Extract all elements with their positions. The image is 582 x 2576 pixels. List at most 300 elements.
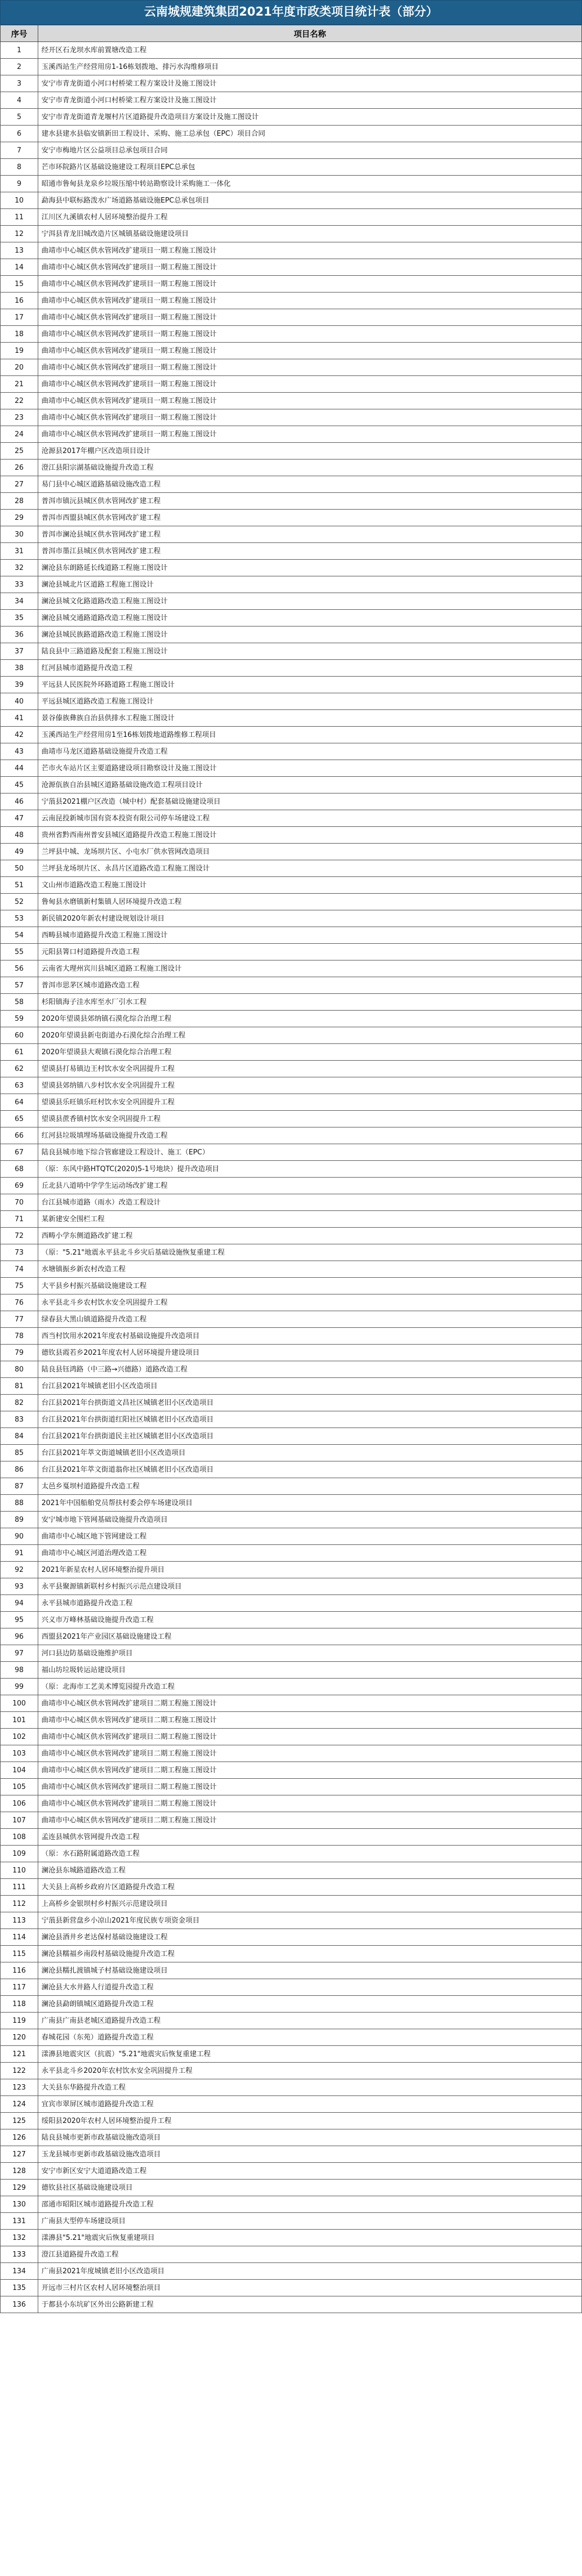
project-name: 元阳县箐口村道路提升改造工程 (38, 944, 582, 960)
table-row (1, 2296, 582, 2313)
table-row (1, 960, 582, 977)
table-row (1, 1345, 582, 1361)
project-name: 漾濞县"5.21"地震灾后恢复重建项目 (38, 2230, 582, 2246)
row-number: 107 (1, 1812, 38, 1829)
project-name: 兰坪县龙场坝片区、永昌片区道路改造工程施工图设计 (38, 860, 582, 877)
project-name: 曲靖市中心城区供水管网改扩建项目一期工程施工图设计 (38, 426, 582, 443)
table-row (1, 1712, 582, 1729)
table-row (1, 1328, 582, 1345)
project-name: 澄江县道路提升改造工程 (38, 2246, 582, 2263)
project-name: 曲靖市中心城区供水管网改扩建项目二期工程施工图设计 (38, 1712, 582, 1729)
table-row (1, 1645, 582, 1662)
row-number: 65 (1, 1111, 38, 1127)
row-number: 105 (1, 1779, 38, 1795)
table-row (1, 827, 582, 844)
row-number: 69 (1, 1178, 38, 1194)
project-name: 澜沧县城文化路道路改造工程施工图设计 (38, 593, 582, 610)
table-row (1, 409, 582, 426)
table-row (1, 426, 582, 443)
row-number: 55 (1, 944, 38, 960)
table-row (1, 1061, 582, 1077)
row-number: 75 (1, 1278, 38, 1294)
project-name: 勐海县中联标路泼水广场道路基础设施EPC总承包项目 (38, 192, 582, 209)
row-number: 27 (1, 476, 38, 493)
row-number: 67 (1, 1144, 38, 1161)
project-name: 绿春县大黑山镇道路提升改造工程 (38, 1311, 582, 1328)
table-row (1, 142, 582, 159)
project-name: 2021年中国船舶党员帮扶村委会停车场建设项目 (38, 1495, 582, 1512)
row-number: 26 (1, 459, 38, 476)
project-name: 新民镇2020年新农村建设规划设计项目 (38, 910, 582, 927)
table-row (1, 1679, 582, 1695)
row-number: 118 (1, 1996, 38, 2013)
project-name: 曲靖市中心城区供水管网改扩建项目一期工程施工图设计 (38, 409, 582, 426)
row-number: 44 (1, 760, 38, 777)
row-number: 4 (1, 92, 38, 109)
row-number: 109 (1, 1846, 38, 1862)
row-number: 78 (1, 1328, 38, 1345)
table-row (1, 1862, 582, 1879)
project-name: 景谷傣族彝族自治县供排水工程施工图设计 (38, 710, 582, 727)
table-row (1, 126, 582, 142)
row-number: 129 (1, 2180, 38, 2196)
project-name: 普洱市思茅区城市道路改造工程 (38, 977, 582, 994)
table-row (1, 209, 582, 226)
row-number: 125 (1, 2113, 38, 2129)
table-row (1, 1662, 582, 1679)
table-row (1, 476, 582, 493)
table-row (1, 1979, 582, 1996)
row-number: 88 (1, 1495, 38, 1512)
project-name: 云南省大理州宾川县城区道路工程施工图设计 (38, 960, 582, 977)
row-number: 103 (1, 1745, 38, 1762)
project-name: 漾濞县地震灾区（抗震）"5.21"地震灾后恢复重建工程 (38, 2046, 582, 2063)
table-row (1, 677, 582, 693)
row-number: 136 (1, 2296, 38, 2313)
table-row (1, 176, 582, 192)
table-row (1, 1428, 582, 1445)
project-name: 望谟县蔗香镇村饮水安全巩固提升工程 (38, 1111, 582, 1127)
table-row (1, 1294, 582, 1311)
table-row (1, 1595, 582, 1612)
project-name: 邵通市昭阳区城市道路提升改造工程 (38, 2196, 582, 2213)
project-name: 某新建安全围栏工程 (38, 1211, 582, 1228)
table-row (1, 1846, 582, 1862)
project-name: 兰坪县中城、龙场坝片区、小屯水厂供水管网改造项目 (38, 844, 582, 860)
row-number: 68 (1, 1161, 38, 1178)
project-name: 望谟县打易镇边王村饮水安全巩固提升工程 (38, 1061, 582, 1077)
row-number: 42 (1, 727, 38, 743)
table-row (1, 560, 582, 576)
project-name: 西畴小学东侧道路改扩建工程 (38, 1228, 582, 1244)
table-row (1, 1478, 582, 1495)
table-row (1, 2063, 582, 2079)
table-row (1, 1545, 582, 1562)
project-name: 红河县垃圾填埋场基础设施提升改造工程 (38, 1127, 582, 1144)
table-row (1, 1528, 582, 1545)
row-number: 57 (1, 977, 38, 994)
row-number: 18 (1, 326, 38, 343)
project-name: 普洱市澜沧县城区供水管网改扩建工程 (38, 526, 582, 543)
table-row (1, 727, 582, 743)
project-name: 曲靖市马龙区道路基础设施提升改造工程 (38, 743, 582, 760)
row-number: 40 (1, 693, 38, 710)
table-row (1, 1829, 582, 1846)
project-name: 曲靖市中心城区供水管网改扩建项目一期工程施工图设计 (38, 276, 582, 293)
project-name: 广南县大型停车场建设项目 (38, 2213, 582, 2230)
table-row (1, 309, 582, 326)
table-row (1, 1361, 582, 1378)
project-name: 沧源佤族自治县城区道路基础设施改造工程项目设计 (38, 777, 582, 793)
row-number: 116 (1, 1962, 38, 1979)
project-name: 河口县边防基础设施维护项目 (38, 1645, 582, 1662)
table-row (1, 526, 582, 543)
project-name: 经开区石龙坝水库前置塘改造工程 (38, 42, 582, 59)
project-name: 孟连县城供水管网提升改造工程 (38, 1829, 582, 1846)
project-name: 曲靖市中心城区供水管网改扩建项目一期工程施工图设计 (38, 309, 582, 326)
row-number: 71 (1, 1211, 38, 1228)
project-name: 2020年望谟县大观镇石漠化综合治理工程 (38, 1044, 582, 1061)
table-row (1, 1411, 582, 1428)
table-row (1, 109, 582, 126)
table-row (1, 793, 582, 810)
row-number: 3 (1, 75, 38, 92)
table-body (1, 42, 582, 2313)
table-row (1, 2230, 582, 2246)
row-number: 37 (1, 643, 38, 660)
row-number: 79 (1, 1345, 38, 1361)
table-row (1, 626, 582, 643)
project-name: 曲靖市中心城区供水管网改扩建项目二期工程施工图设计 (38, 1779, 582, 1795)
project-name: 安宁市青龙街道小河口村桥梁工程方案设计及施工图设计 (38, 92, 582, 109)
row-number: 16 (1, 293, 38, 309)
row-number: 70 (1, 1194, 38, 1211)
row-number: 17 (1, 309, 38, 326)
table-row (1, 860, 582, 877)
table-row (1, 1378, 582, 1395)
table-row (1, 2246, 582, 2263)
project-name: 曲靖市中心城区供水管网改扩建项目一期工程施工图设计 (38, 293, 582, 309)
row-number: 89 (1, 1512, 38, 1528)
project-name: 永平县北斗乡2020年农村饮水安全巩固提升工程 (38, 2063, 582, 2079)
table-row (1, 1445, 582, 1461)
row-number: 52 (1, 894, 38, 910)
project-name: 曲靖市中心城区地下管网建设工程 (38, 1528, 582, 1545)
project-name: 广南县广南县老城区道路提升改造工程 (38, 2013, 582, 2029)
table-row (1, 443, 582, 459)
project-name: 红河县城市道路提升改造工程 (38, 660, 582, 677)
project-name: 曲靖市中心城区河道治理改造工程 (38, 1545, 582, 1562)
table-row (1, 2079, 582, 2096)
project-name: 昭通市鲁甸县龙泉乡垃圾压缩中转站勘察设计采购施工一体化 (38, 176, 582, 192)
table-row (1, 610, 582, 626)
table-row (1, 643, 582, 660)
table-row (1, 376, 582, 393)
project-name: 曲靖市中心城区供水管网改扩建项目一期工程施工图设计 (38, 376, 582, 393)
row-number: 135 (1, 2280, 38, 2296)
row-number: 94 (1, 1595, 38, 1612)
project-name: 曲靖市中心城区供水管网改扩建项目一期工程施工图设计 (38, 343, 582, 359)
table-row (1, 42, 582, 59)
project-name: 澜沧县城北片区道路工程施工图设计 (38, 576, 582, 593)
project-name: 曲靖市中心城区供水管网改扩建项目二期工程施工图设计 (38, 1729, 582, 1745)
row-number: 30 (1, 526, 38, 543)
project-name: 永平县聚源镇新联村乡村振兴示范点建设项目 (38, 1578, 582, 1595)
row-number: 104 (1, 1762, 38, 1779)
row-number: 126 (1, 2129, 38, 2146)
row-number: 23 (1, 409, 38, 426)
row-number: 100 (1, 1695, 38, 1712)
table-row (1, 1779, 582, 1795)
project-name: 春城花园（东苑）道路提升改造工程 (38, 2029, 582, 2046)
table-row (1, 2029, 582, 2046)
row-number: 20 (1, 359, 38, 376)
project-name: 澜沧县勐朗镇城区道路提升改造工程 (38, 1996, 582, 2013)
row-number: 32 (1, 560, 38, 576)
table-row (1, 844, 582, 860)
project-name: 普洱市西盟县城区供水管网改扩建工程 (38, 510, 582, 526)
row-number: 45 (1, 777, 38, 793)
row-number: 123 (1, 2079, 38, 2096)
row-number: 62 (1, 1061, 38, 1077)
table-row (1, 1946, 582, 1962)
project-name: 芒市环院路片区基础设施建设工程项目EPC总承包 (38, 159, 582, 176)
project-name: 云南昆投新城市国有资本投资有限公司停车场建设工程 (38, 810, 582, 827)
table-row (1, 1027, 582, 1044)
table-row (1, 92, 582, 109)
row-number: 29 (1, 510, 38, 526)
project-name: 德钦县霞若乡2021年度农村人居环境提升建设项目 (38, 1345, 582, 1361)
table-row (1, 2096, 582, 2113)
table-row (1, 1912, 582, 1929)
row-number: 108 (1, 1829, 38, 1846)
row-number: 46 (1, 793, 38, 810)
table-row (1, 259, 582, 276)
table-row (1, 1578, 582, 1595)
row-number: 84 (1, 1428, 38, 1445)
table-row (1, 1111, 582, 1127)
row-number: 11 (1, 209, 38, 226)
project-name: 2021年新星农村人居环境整治提升项目 (38, 1562, 582, 1578)
table-row (1, 1011, 582, 1027)
table-row (1, 1395, 582, 1411)
project-name: 曲靖市中心城区供水管网改扩建项目二期工程施工图设计 (38, 1795, 582, 1812)
project-name: 安宁市梅地片区公益项目总承包项目合同 (38, 142, 582, 159)
table-row (1, 192, 582, 209)
table-row (1, 693, 582, 710)
row-number: 39 (1, 677, 38, 693)
project-name: 望谟县乐旺镇乐旺村饮水安全巩固提升工程 (38, 1094, 582, 1111)
table-row (1, 1228, 582, 1244)
row-number: 56 (1, 960, 38, 977)
table-row (1, 2196, 582, 2213)
row-number: 117 (1, 1979, 38, 1996)
row-number: 8 (1, 159, 38, 176)
project-name: 宁蒗县新营盘乡小凉山2021年度民族专项资金项目 (38, 1912, 582, 1929)
row-number: 43 (1, 743, 38, 760)
project-name: 太邑乡戛坝村道路提升改造工程 (38, 1478, 582, 1495)
project-name: 2020年望谟县郊纳镇石漠化综合治理工程 (38, 1011, 582, 1027)
row-number: 113 (1, 1912, 38, 1929)
project-name: 澜沧县东朗路延长线道路工程施工图设计 (38, 560, 582, 576)
project-name: 2020年望谟县新屯街道办石漠化综合治理工程 (38, 1027, 582, 1044)
project-name: 水塘镇振乡新农村改造工程 (38, 1261, 582, 1278)
row-number: 14 (1, 259, 38, 276)
project-name: 大平县乡村振兴基础设施建设工程 (38, 1278, 582, 1294)
project-name: 陆良县中三路道路及配套工程施工图设计 (38, 643, 582, 660)
project-name: 曲靖市中心城区供水管网改扩建项目二期工程施工图设计 (38, 1745, 582, 1762)
project-name: 澜沧县东城路道路改造工程 (38, 1862, 582, 1879)
project-name: 宁洱县青龙旧城改造片区城镇基础设施建设项目 (38, 226, 582, 242)
table-row (1, 994, 582, 1011)
row-number: 95 (1, 1612, 38, 1628)
project-name: 江川区九溪镇农村人居环境整治提升工程 (38, 209, 582, 226)
table-row (1, 2213, 582, 2230)
project-name: 贵州省黔西南州普安县城区道路提升改造工程施工图设计 (38, 827, 582, 844)
row-number: 21 (1, 376, 38, 393)
table-row (1, 1795, 582, 1812)
project-name: （原：北海市工艺美术博览园提升改造工程 (38, 1679, 582, 1695)
project-name: 澜沧县酒井乡老达保村基础设施建设工程 (38, 1929, 582, 1946)
table-row (1, 710, 582, 727)
project-name: （原：水石路附属道路改造工程 (38, 1846, 582, 1862)
row-number: 53 (1, 910, 38, 927)
row-number: 133 (1, 2246, 38, 2263)
project-name: 陆良县城市地下综合管廊建设工程设计、施工（EPC） (38, 1144, 582, 1161)
row-number: 87 (1, 1478, 38, 1495)
row-number: 36 (1, 626, 38, 643)
project-name: 福山坊垃圾转运站建设项目 (38, 1662, 582, 1679)
row-number: 101 (1, 1712, 38, 1729)
row-number: 58 (1, 994, 38, 1011)
row-number: 106 (1, 1795, 38, 1812)
row-number: 122 (1, 2063, 38, 2079)
project-name: 西盟县2021年产业园区基础设施建设工程 (38, 1628, 582, 1645)
row-number: 24 (1, 426, 38, 443)
row-number: 93 (1, 1578, 38, 1595)
table-row (1, 242, 582, 259)
row-number: 31 (1, 543, 38, 560)
project-name: 澜沧县糯福乡南段村基础设施提升改造工程 (38, 1946, 582, 1962)
project-name: 平远县人民医院外环路道路工程施工图设计 (38, 677, 582, 693)
row-number: 98 (1, 1662, 38, 1679)
table-row (1, 226, 582, 242)
column-header-project: 项目名称 (38, 25, 582, 42)
project-name: 文山州市道路改造工程施工图设计 (38, 877, 582, 894)
table-row (1, 276, 582, 293)
table-row (1, 877, 582, 894)
project-name: 曲靖市中心城区供水管网改扩建项目一期工程施工图设计 (38, 259, 582, 276)
row-number: 112 (1, 1896, 38, 1912)
project-name: 澜沧县城交通路道路改造工程施工图设计 (38, 610, 582, 626)
row-number: 131 (1, 2213, 38, 2230)
row-number: 35 (1, 610, 38, 626)
project-name: 建水县建水县临安镇新田工程设计、采购、施工总承包（EPC）项目合同 (38, 126, 582, 142)
project-name: 曲靖市中心城区供水管网改扩建项目二期工程施工图设计 (38, 1812, 582, 1829)
row-number: 74 (1, 1261, 38, 1278)
table-row (1, 2280, 582, 2296)
project-name: 兴义市万峰林基础设施提升改造工程 (38, 1612, 582, 1628)
table-row (1, 1244, 582, 1261)
table-row (1, 1461, 582, 1478)
row-number: 119 (1, 2013, 38, 2029)
table-row (1, 1729, 582, 1745)
row-number: 90 (1, 1528, 38, 1545)
project-name: 曲靖市中心城区供水管网改扩建项目一期工程施工图设计 (38, 326, 582, 343)
table-row (1, 1311, 582, 1328)
row-number: 61 (1, 1044, 38, 1061)
table-row (1, 1144, 582, 1161)
row-number: 96 (1, 1628, 38, 1645)
row-number: 9 (1, 176, 38, 192)
row-number: 127 (1, 2146, 38, 2163)
project-name: 杉阳镇海子洼水库至水厂引水工程 (38, 994, 582, 1011)
project-name: 上高桥乡金银坝村乡村振兴示范建设项目 (38, 1896, 582, 1912)
table-row (1, 1495, 582, 1512)
project-name: 台江县2021年萃文街道城镇老旧小区改造项目 (38, 1445, 582, 1461)
table-row (1, 1745, 582, 1762)
table-row (1, 2013, 582, 2029)
project-name: 玉龙县城市更新市政基础设施改造项目 (38, 2146, 582, 2163)
table-row (1, 1161, 582, 1178)
row-number: 22 (1, 393, 38, 409)
table-row (1, 459, 582, 476)
table-row (1, 660, 582, 677)
table-row (1, 326, 582, 343)
project-name: 望谟县郊纳镇八步村饮水安全巩固提升工程 (38, 1077, 582, 1094)
row-number: 10 (1, 192, 38, 209)
table-row (1, 977, 582, 994)
table-row (1, 1094, 582, 1111)
project-name: 曲靖市中心城区供水管网改扩建项目二期工程施工图设计 (38, 1695, 582, 1712)
project-name: 永平县北斗乡农村饮水安全巩固提升工程 (38, 1294, 582, 1311)
row-number: 80 (1, 1361, 38, 1378)
project-name: 永平县城市道路提升改造工程 (38, 1595, 582, 1612)
row-number: 28 (1, 493, 38, 510)
row-number: 124 (1, 2096, 38, 2113)
project-name: 大关县上高桥乡政府片区道路提升改造工程 (38, 1879, 582, 1896)
project-name: 大关县东华路提升改造工程 (38, 2079, 582, 2096)
row-number: 77 (1, 1311, 38, 1328)
table-row (1, 1044, 582, 1061)
project-name: 安宁市青龙街道青龙堰村片区道路提升改造项目方案设计及施工图设计 (38, 109, 582, 126)
table-row (1, 777, 582, 793)
project-name: 澜沧县糯扎渡镇城子村基础设施建设项目 (38, 1962, 582, 1979)
row-number: 102 (1, 1729, 38, 1745)
row-number: 85 (1, 1445, 38, 1461)
table-row (1, 1612, 582, 1628)
table-row (1, 1962, 582, 1979)
row-number: 13 (1, 242, 38, 259)
project-name: 德钦县社区基础设施建设项目 (38, 2180, 582, 2196)
project-name: 安宁市青龙街道小河口村桥梁工程方案设计及施工图设计 (38, 75, 582, 92)
row-number: 7 (1, 142, 38, 159)
project-name: 平远县城区道路改造工程施工图设计 (38, 693, 582, 710)
row-number: 76 (1, 1294, 38, 1311)
project-name: 丘北县八道哨中学学生运动场改扩建工程 (38, 1178, 582, 1194)
project-name: 玉溪西站生产经营用房1-16栋划拨地、排污水沟维修项目 (38, 59, 582, 75)
table-row (1, 1211, 582, 1228)
row-number: 49 (1, 844, 38, 860)
project-name: 澄江县阳宗湖基础设施提升改造工程 (38, 459, 582, 476)
table-title: 云南城规建筑集团2021年度市政类项目统计表（部分） (0, 0, 582, 25)
table-row (1, 910, 582, 927)
row-number: 115 (1, 1946, 38, 1962)
table-row (1, 2163, 582, 2180)
row-number: 19 (1, 343, 38, 359)
project-name: 台江县2021年台拱街道红阳社区城镇老旧小区改造项目 (38, 1411, 582, 1428)
table-row (1, 59, 582, 75)
